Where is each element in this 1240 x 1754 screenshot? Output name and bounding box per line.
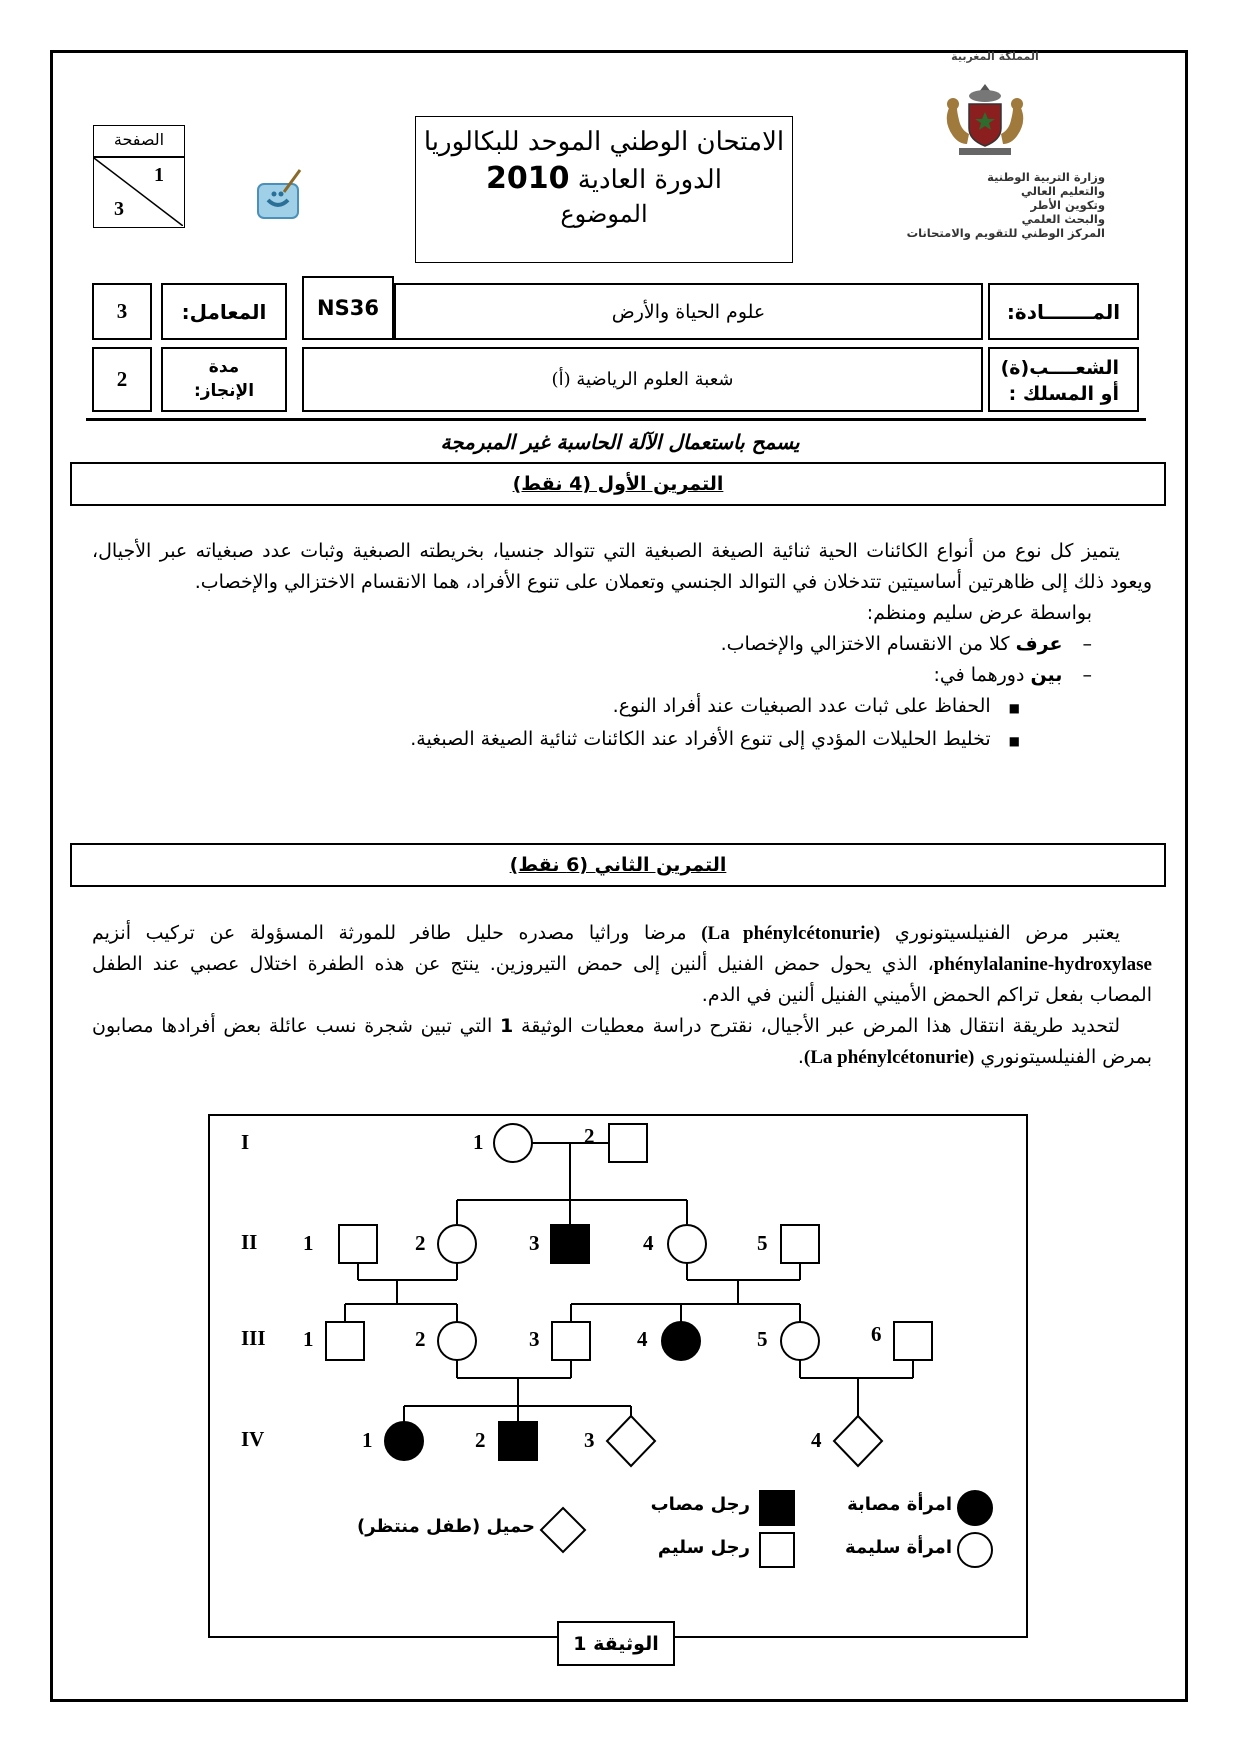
text-run: يعتبر مرض الفنيلسيتونوري bbox=[880, 922, 1120, 944]
exam-title: الامتحان الوطني الموحد للبكالوريا bbox=[423, 127, 785, 157]
individual-number: 4 bbox=[643, 1231, 654, 1255]
person-III6-healthy-man bbox=[894, 1322, 932, 1360]
individual-number: 2 bbox=[584, 1124, 595, 1148]
subject-label: الموضوع bbox=[560, 200, 648, 228]
kingdom-label: المملكة المغربية bbox=[951, 50, 1039, 63]
legend-affected-man-label: رجل مصاب bbox=[650, 1494, 750, 1515]
exercise2-title: التمرين الثاني (6 نقط) bbox=[509, 854, 727, 876]
ministry-line: والتعليم العالي bbox=[1020, 184, 1105, 198]
sub-bullet-text: الحفاظ على ثبات عدد الصبغيات عند أفراد النوع. bbox=[612, 695, 991, 717]
branch-label-line: الشعــــب(ة) bbox=[1000, 357, 1119, 379]
individual-number: 4 bbox=[637, 1327, 648, 1351]
individual-number: 1 bbox=[473, 1130, 484, 1154]
person-IV4-fetus bbox=[834, 1416, 882, 1466]
square-bullet-icon: ■ bbox=[1008, 701, 1020, 715]
person-III2-healthy-woman bbox=[438, 1322, 476, 1360]
person-II4-healthy-woman bbox=[668, 1225, 706, 1263]
person-III5-healthy-woman bbox=[781, 1322, 819, 1360]
legend-affected-woman-label: امرأة مصابة bbox=[847, 1494, 952, 1515]
document-caption-box bbox=[557, 1621, 675, 1666]
coef-value: 3 bbox=[116, 299, 128, 323]
text-run: التي تبين شجرة نسب عائلة بعض أفرادها مصابون بمرض الفنيلسيتونوري bbox=[92, 1015, 1152, 1068]
term-phenylketonuria: (La phénylcétonurie) bbox=[803, 1047, 975, 1068]
duration-label-line: الإنجاز: bbox=[193, 381, 255, 401]
individual-number: 2 bbox=[475, 1428, 486, 1452]
page-number: 1 bbox=[154, 164, 164, 186]
individual-number: 6 bbox=[871, 1322, 882, 1346]
calculator-note: يسمح باستعمال الآلة الحاسبة غير المبرمجة bbox=[440, 430, 800, 454]
text-run: . bbox=[797, 1046, 804, 1068]
generation-label: IV bbox=[241, 1427, 265, 1451]
duration-value: 2 bbox=[116, 367, 128, 391]
legend-affected-man-icon bbox=[760, 1491, 794, 1525]
person-I1-healthy-woman bbox=[494, 1124, 532, 1162]
page-total: 3 bbox=[114, 198, 124, 220]
individual-number: 2 bbox=[415, 1231, 426, 1255]
legend-fetus-label: حميل (طفل منتظر) bbox=[357, 1516, 535, 1537]
dash-bullet-icon: – bbox=[1082, 633, 1092, 655]
person-III4-affected-woman bbox=[662, 1322, 700, 1360]
matter-value: علوم الحياة والأرض bbox=[611, 300, 766, 323]
individual-number: 3 bbox=[529, 1231, 540, 1255]
question-text: كلا من الانقسام الاختزالي والإخصاب. bbox=[720, 633, 1016, 655]
legend-healthy-woman-icon bbox=[958, 1533, 992, 1567]
person-II2-healthy-woman bbox=[438, 1225, 476, 1263]
person-IV2-affected-man bbox=[499, 1422, 537, 1460]
generation-label: II bbox=[241, 1230, 258, 1254]
person-II3-affected-man bbox=[551, 1225, 589, 1263]
matter-label: المـــــــادة: bbox=[1006, 299, 1121, 324]
square-bullet-icon: ■ bbox=[1008, 734, 1020, 748]
person-II1-healthy-man bbox=[339, 1225, 377, 1263]
exam-year: 2010 bbox=[486, 161, 570, 196]
individual-number: 3 bbox=[529, 1327, 540, 1351]
person-IV3-fetus bbox=[607, 1416, 655, 1466]
legend-healthy-man-icon bbox=[760, 1533, 794, 1567]
dash-bullet-icon: – bbox=[1082, 664, 1092, 686]
person-III3-healthy-man bbox=[552, 1322, 590, 1360]
person-IV1-affected-woman bbox=[385, 1422, 423, 1460]
individual-number: 4 bbox=[811, 1428, 822, 1452]
duration-label-line: مدة bbox=[208, 357, 240, 377]
person-I2-healthy-man bbox=[609, 1124, 647, 1162]
exam-code: NS36 bbox=[317, 296, 379, 320]
term-phenylketonuria: (La phénylcétonurie) bbox=[701, 923, 881, 944]
person-III1-healthy-man bbox=[326, 1322, 364, 1360]
term-enzyme: phénylalanine-hydroxylase bbox=[933, 954, 1152, 975]
sub-bullet-text: تخليط الحليلات المؤدي إلى تنوع الأفراد عند الكائنات ثنائية الصيغة الصبغية. bbox=[410, 728, 991, 750]
individual-number: 5 bbox=[757, 1327, 768, 1351]
ministry-line: والبحث العلمي bbox=[1021, 212, 1105, 226]
page-label: الصفحة bbox=[113, 130, 165, 149]
session-label: الدورة العادية bbox=[577, 165, 722, 195]
individual-number: 5 bbox=[757, 1231, 768, 1255]
question-verb: بين bbox=[1030, 664, 1063, 686]
ministry-line: وزارة التربية الوطنية bbox=[987, 170, 1105, 184]
ministry-line: وتكوين الأطر bbox=[1030, 198, 1105, 212]
ministry-line: المركز الوطني للتقويم والامتحانات bbox=[906, 226, 1105, 240]
document-caption: الوثيقة 1 bbox=[573, 1632, 659, 1655]
legend-fetus-icon bbox=[541, 1508, 585, 1552]
individual-number: 1 bbox=[303, 1231, 314, 1255]
individual-number: 1 bbox=[303, 1327, 314, 1351]
individual-number: 1 bbox=[362, 1428, 373, 1452]
legend-healthy-woman-label: امرأة سليمة bbox=[845, 1537, 952, 1558]
coef-label: المعامل: bbox=[181, 299, 267, 324]
branch-label-line: أو المسلك : bbox=[1008, 383, 1119, 405]
legend-affected-woman-icon bbox=[958, 1491, 992, 1525]
individual-number: 2 bbox=[415, 1327, 426, 1351]
person-II5-healthy-man bbox=[781, 1225, 819, 1263]
text-run: ، الذي يحول حمض الفنيل ألنين إلى حمض التيروزين. ينتج عن هذه الطفرة اختلال عصبي عند الطفل المصاب بفعل تراكم الحمض الأميني الفنيل ألنين في الدم. bbox=[92, 953, 1152, 1006]
legend-healthy-man-label: رجل سليم bbox=[657, 1537, 750, 1558]
individual-number: 3 bbox=[584, 1428, 595, 1452]
document-ref: 1 bbox=[500, 1015, 514, 1037]
generation-label: I bbox=[241, 1130, 250, 1154]
branch-value: شعبة العلوم الرياضية (أ) bbox=[551, 369, 734, 390]
question-verb: عرف bbox=[1015, 633, 1063, 655]
question-text: دورهما في: bbox=[933, 664, 1031, 686]
exercise1-title: التمرين الأول (4 نقط) bbox=[512, 473, 724, 495]
generation-label: III bbox=[241, 1326, 266, 1350]
exercise1-method: بواسطة عرض سليم ومنظم: bbox=[866, 602, 1092, 624]
text-run: مرضا وراثيا مصدره حليل طافر للمورثة المسؤولة عن تركيب أنزيم bbox=[92, 922, 702, 944]
text-run: لتحديد طريقة انتقال هذا المرض عبر الأجيال، نقترح دراسة معطيات الوثيقة bbox=[513, 1015, 1120, 1037]
exercise1-intro: يتميز كل نوع من أنواع الكائنات الحية ثنائية الصيغة الصبغية التي تتوالد جنسيا، بخريطته الصبغية وثبات عدد صبغياته عبر الأجيال، ويعود ذلك إلى ظاهرتين أساسيتين تتدخلان في التوالد الجنسي وتعملان على تنوع الأفراد، هما الانقسام الاختزالي والإخصاب. bbox=[92, 540, 1152, 593]
